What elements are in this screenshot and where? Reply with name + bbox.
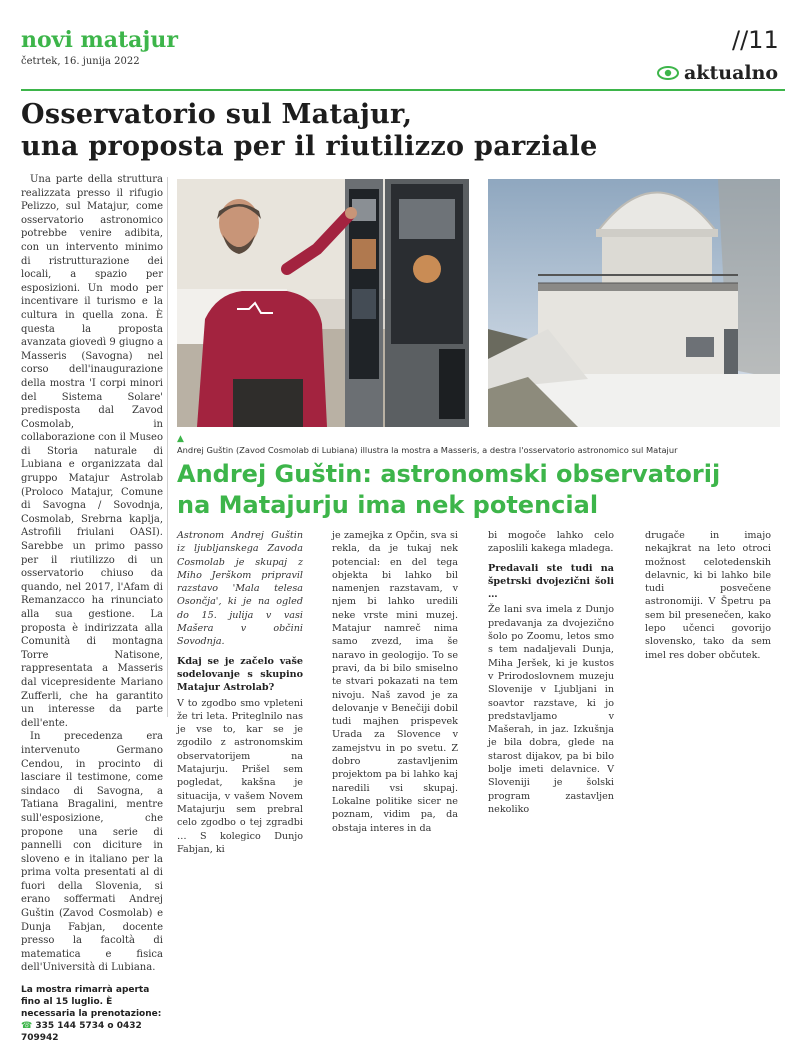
slovenian-column-1 xyxy=(177,529,303,858)
italian-article-body-2: In precedenza era intervenuto Germano Cendou, in procinto di lasciare il testimone, come sindaco di Savogna, a Tatiana Bragalini, mentre sull'esposizione, che propone una serie di pannelli con diciture in sloveno e in italiano per la prima volta presentati al di fuori della Slovenia, si erano soffermati Andrej Guštin (Zavod Cosmolab) e Dunja Fabjan, docente presso la facoltà di matematica e fisica dell'Università di Lubiana. xyxy=(21,731,163,974)
slovenian-column-4 xyxy=(645,529,771,664)
italian-article-body: Una parte della struttura realizzata presso il rifugio Pelizzo, sul Matajur, come osservatorio astronomico potrebbe venire adibita, con un intervento minimo di ristrutturazione dei locali, a spazio per esposizioni. Un modo per incentivare il turismo e la cultura in quella zona. È questa la proposta avanzata giovedì 9 giugno a Masseris (Savogna) nel corso dell'inaugurazione della mostra 'I corpi minori del Sistema Solare' predisposta dal Zavod Cosmolab, in collaborazione con il Museo di Storia naturale di Lubiana e organizzata dal gruppo Matajur Astrolab (Proloco Matajur, Comune di Savogna / Sovodnja, Cosmolab, Srebrna kaplja, Astrofili friulani OASI). Sarebbe un primo passo per il riutilizzo di un osservatorio chiuso da quando, nel 2017, l'Afam di Remanzacco ha rinunciato alla sua gestione. La proposta è indirizzata alla Comunità di montagna Torre Natisone, rappresentata a Masseris dal vicepresidente Mariano Zufferli, che ha garantito un interesse da parte dell'ente. xyxy=(21,174,163,729)
interview-answer-2-continued: drugače in imajo nekajkrat na leto otroci možnost celotedenskih delavnic, ki bi lahko bile tudi posvečene astronomiji. V Špetru pa sem bil presenečen, kako lepo učenci govorijo slovensko, tako da sem imel res dober občutek. xyxy=(645,530,771,661)
photo-caption xyxy=(177,434,787,455)
interview-answer-2: Že lani sva imela z Dunjo predavanja za dvojezično šolo po Zoomu, letos smo s tem nadaljevali Dunja, Miha Jeršek, ki je kustos v Prirodoslovnem muzeju Slovenije v Ljubljani in soavtor razstave, ki jo predstavljamo v Mašerah, in jaz. Izkušnja je bila dobra, glede na starost dijakov, pa bi bilo bolje imeti delavnice. V Sloveniji je šolski program zastavljen nekoliko xyxy=(488,604,614,815)
page-number: //11 xyxy=(732,26,779,54)
exhibition-info xyxy=(21,984,163,1044)
slovenian-column-2 xyxy=(332,529,458,837)
headline-line-2: una proposta per il riutilizzo parziale xyxy=(21,131,598,162)
interview-answer-1-end: bi mogoče lahko celo zaposlili kakega mladega. xyxy=(488,530,614,555)
issue-date: četrtek, 16. junija 2022 xyxy=(21,56,140,67)
eye-icon xyxy=(657,66,679,80)
slovenian-title-line-1: Andrej Guštin: astronomski observatorij xyxy=(177,460,721,488)
slovenian-column-3 xyxy=(488,529,614,818)
masthead-title: novi matajur xyxy=(21,27,178,53)
section-name: aktualno xyxy=(684,62,779,84)
caption-arrow-icon: ▲ xyxy=(177,434,184,444)
interview-question-1: Kdaj se je začelo vaše sodelovanje s skupino Matajur Astrolab? xyxy=(177,655,303,694)
slovenian-article-title xyxy=(177,459,787,521)
photo-observatory xyxy=(488,179,780,427)
interview-answer-1: V to zgodbo smo vpleteni že tri leta. Priteglnilo nas je vse to, kar se je zgodilo z astronomskim observatorijem na Matajurju. Prišel sem pogledat, kakšna je situacija, v vašem Novem Matajurju sem prebral celo zgodbo o tej zgradbi … S kolegico Dunjo Fabjan, ki xyxy=(177,697,303,855)
header-rule xyxy=(21,89,785,91)
slovenian-title-line-2: na Matajurju ima nek potencial xyxy=(177,491,599,519)
italian-article-column xyxy=(21,173,163,1044)
caption-text: Andrej Guštin (Zavod Cosmolab di Lubiana) illustra la mostra a Masseris, a destra l'osservatorio astronomico sul Matajur xyxy=(177,445,678,455)
exhibition-info-text: La mostra rimarrà aperta fino al 15 luglio. È necessaria la prenotazione: xyxy=(21,985,162,1020)
headline-line-1: Osservatorio sul Matajur, xyxy=(21,99,413,130)
article-headline xyxy=(21,99,721,163)
interview-answer-1-continued: je zamejka z Opčin, sva si rekla, da je tukaj nek potencial: en del tega objekta bi lahko bil namenjen razstavam, v njem bi lahko uredili neke vrste mini muzej. Matajur namreč nima samo zvezd, ima še naravo in geologijo. To se pravi, da bi bilo smiselno te stvari pokazati na tem nivoju. Naš zavod je za delovanje v Benečiji dobil tudi majhen prispevek Urada za Slovence v zamejstvu in po svetu. Z dobro zastavljenim projektom pa bi lahko kaj naredili vsi skupaj. Lokalne politike sicer ne poznam, vidim pa, da obstaja interes in da xyxy=(332,530,458,834)
phone-icon: ☎ xyxy=(21,1021,33,1032)
photo-exhibition xyxy=(177,179,469,427)
column-divider xyxy=(167,177,168,717)
interview-question-2: Predavali ste tudi na špetrski dvojezični šoli … xyxy=(488,562,614,601)
interview-intro: Astronom Andrej Guštin iz ljubljanskega Zavoda Cosmolab je skupaj z Miho Jerškom pripravil razstavo 'Mala telesa Osončja', ki je na ogled do 15. julija v vasi Mašera v občini Sovodnja. xyxy=(177,530,303,648)
phone-numbers: 335 144 5734 o 0432 709942 xyxy=(21,1021,142,1044)
section-label xyxy=(657,62,778,84)
